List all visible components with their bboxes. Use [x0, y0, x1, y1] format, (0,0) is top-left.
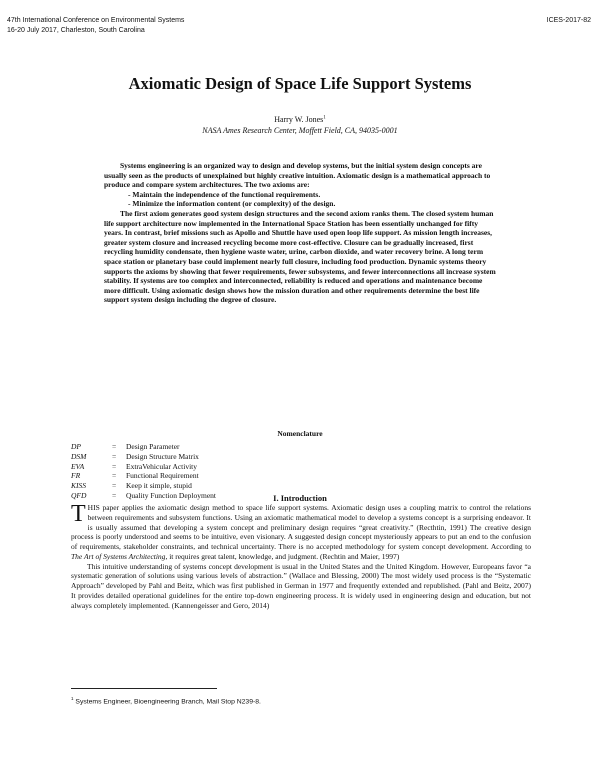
author-affiliation: NASA Ames Research Center, Moffett Field, CA, 94035-0001 — [202, 126, 398, 135]
nomenclature-abbr: DP — [71, 442, 81, 451]
nomenclature-def: Design Structure Matrix — [126, 451, 199, 461]
footnote — [71, 696, 261, 705]
section-heading-introduction: I. Introduction — [273, 493, 327, 503]
nomenclature-def: Design Parameter — [126, 442, 180, 451]
drop-cap: T — [71, 501, 86, 527]
nomenclature-def: Quality Function Deployment — [126, 490, 216, 500]
nomenclature-equals: = — [112, 481, 117, 491]
nomenclature-title: Nomenclature — [277, 429, 323, 438]
conference-name: 47th International Conference on Environmental Systems — [7, 17, 185, 24]
conference-date-location: 16-20 July 2017, Charleston, South Carolina — [7, 26, 145, 34]
abstract-paragraph-1: Systems engineering is an organized way to design and develop systems, but the initial system design concepts are usually seen as the products of unexplained but highly creative intuition. Axiomatic design is a mathematical approach to produce and compare system architectures. The two axioms are: — [104, 161, 491, 190]
intro-p1-text-a: HIS paper applies the axiomatic design method to space life support systems. Axiomatic design uses a coupling matrix to control the relations between requirements and subsystem functions. Using an axiomatic mathematical model to develop a systems concept is a surprising endeavor. It is usually assumed that developing a system concept and preliminary design requires “great creativity.” (Recthtin, 1991) The creative design process is poorly understood and seems to be intuitive, even visionary. A suggested design concept mysteriously appears to put an end to the confusion of requirements, stakeholder constraints, and technical uncertainty. There is no accepted methodology for system concept development. According to — [71, 503, 531, 551]
footnote-divider — [71, 688, 217, 689]
nomenclature-equals: = — [112, 461, 117, 471]
nomenclature-list — [71, 442, 216, 501]
nomenclature-item — [71, 462, 216, 472]
nomenclature-equals: = — [112, 471, 117, 481]
intro-paragraph-2: This intuitive understanding of systems concept development is usual in the United States and the United Kingdom. However, Europeans favor “a systematic generation of solutions using various levels of abstraction.” (Wallace and Blessing, 2000) The most widely used process is the “Systematic Approach” developed by Pahl and Beitz, which was first published in German in 1977 and frequently extended and republished. (Pahl and Beitz, 2007) It provides detailed operational guidelines for the entire top-down engineering process. It is widely used in engineering design and education, but not always completely implemented. (Kannengeisser and Gero, 2014) — [71, 561, 531, 610]
nomenclature-abbr: DSM — [71, 451, 87, 461]
nomenclature-equals: = — [112, 442, 117, 451]
axiom-2: - Minimize the information content (or complexity) of the design. — [128, 199, 336, 209]
abstract — [104, 161, 497, 305]
paper-id: ICES-2017-82 — [546, 17, 591, 24]
author-name: Harry W. Jones — [274, 115, 324, 124]
nomenclature-def: ExtraVehicular Activity — [126, 461, 198, 471]
nomenclature-item — [71, 442, 216, 452]
nomenclature-def: Keep it simple, stupid — [126, 481, 192, 491]
abstract-paragraph-2: The first axiom generates good system design structures and the second axiom ranks them. The closed system human life support architecture now implemented in the International Space Station has been essentially unchanged for fifty years. In contrast, brief missions such as Apollo and Shuttle have used open loop life support. As mission length increases, greater system closure and increased recycling become more cost-effective. Closure can be gradually increased, first recycling humidity condensate, then hygiene waste water, urine, carbon dioxide, and water recovery brine. A long term space station or planetary base could implement nearly full closure, including food production. Dynamic systems theory supports the axioms by showing that fewer requirements, fewer subsystems, and fewer interconnections all increase system stability. If systems are too complex and interconnected, reliability is reduced and operations and maintenance become more difficult. Using axiomatic design shows how the mission duration and other requirements determine the best life support system design including the degree of closure. — [104, 208, 496, 305]
nomenclature-item — [71, 471, 216, 481]
nomenclature-abbr: EVA — [71, 461, 85, 471]
conference-header — [7, 16, 184, 35]
axiom-1: - Maintain the independence of the functional requirements. — [128, 189, 321, 199]
nomenclature-abbr: FR — [71, 471, 81, 481]
footnote-text: Systems Engineer, Bioengineering Branch, Mail Stop N239-8. — [75, 698, 261, 706]
author-line — [0, 115, 600, 124]
nomenclature-item — [71, 452, 216, 462]
introduction-body — [71, 503, 531, 610]
intro-p1-text-b: , it requires great talent, knowledge, and judgment. (Rechtin and Maier, 1997) — [165, 551, 400, 561]
nomenclature-item — [71, 481, 216, 491]
paper-title: Axiomatic Design of Space Life Support Systems — [128, 74, 472, 93]
nomenclature-abbr: QFD — [71, 490, 87, 500]
nomenclature-abbr: KISS — [71, 481, 86, 491]
nomenclature-equals: = — [112, 451, 117, 461]
intro-paragraph-1 — [71, 503, 531, 562]
nomenclature-equals: = — [112, 490, 117, 500]
book-title: The Art of Systems Architecting — [71, 551, 166, 561]
nomenclature-def: Functional Requirement — [126, 471, 199, 481]
author-footnote-mark: 1 — [323, 115, 326, 121]
footnote-mark: 1 — [71, 696, 74, 701]
